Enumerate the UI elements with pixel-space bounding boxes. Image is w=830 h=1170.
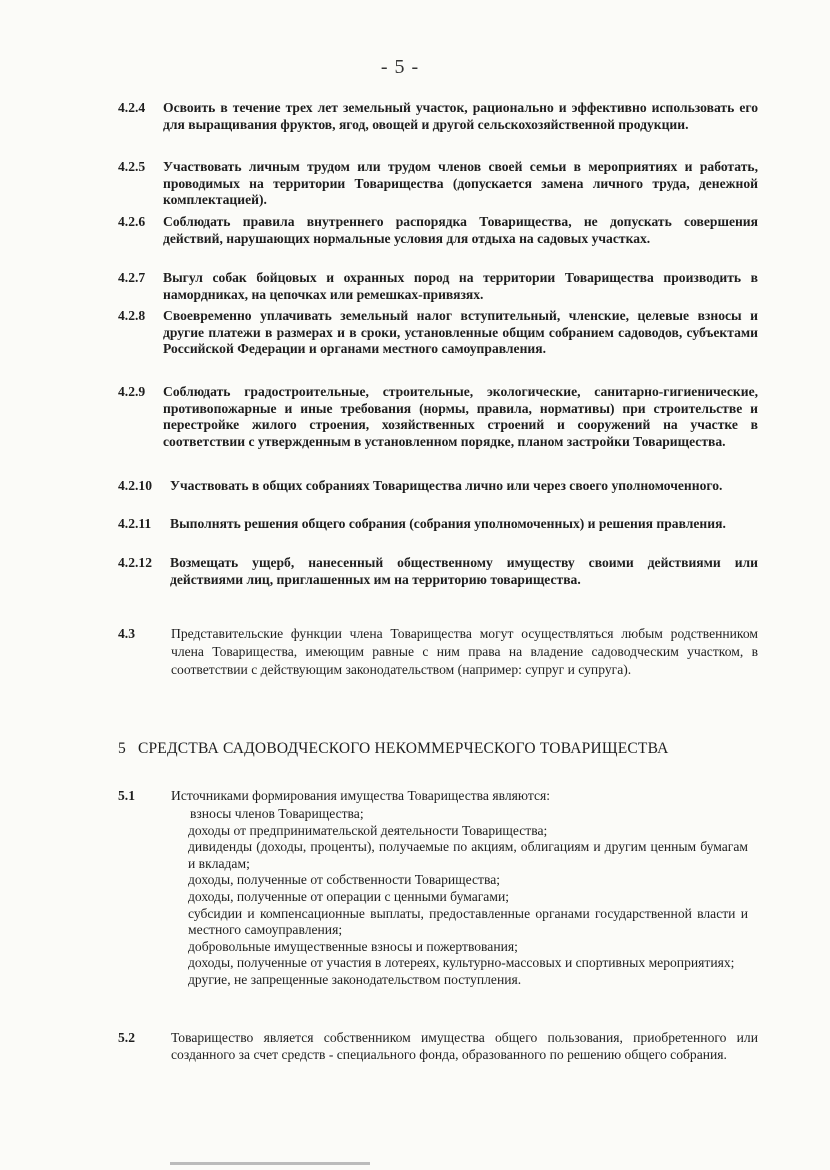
clause-number: 5.1 xyxy=(118,788,135,803)
clause-number: 4.2.8 xyxy=(118,308,146,323)
list-item: другие, не запрещенные законодательством поступления. xyxy=(188,971,522,987)
clause-text: Соблюдать градостроительные, строительные, экологические, санитарно-гигиенические, противопожарные и иные требования (нормы, правила, нормативы) при строительстве и перестройке жилого строения, хозяйственных строений и сооружений на участке в соответствии с утвержденным в установленном порядке, планом застройки Товарищества. xyxy=(163,384,758,449)
clause-text: Возмещать ущерб, нанесенный общественному имуществу своими действиями или действиями лиц, приглашенных им на территорию товарищества. xyxy=(170,555,758,587)
clause-4-2-6 xyxy=(118,214,758,247)
clause-text: Участвовать личным трудом или трудом членов своей семьи в мероприятиях и работать, проводимых на территории Товарищества (допускается замена личного труда, денежной комплектацией). xyxy=(163,159,758,208)
list-item: доходы, полученные от собственности Товарищества; xyxy=(188,872,501,888)
clause-number: 4.2.9 xyxy=(118,384,146,399)
clause-text: Источниками формирования имущества Товарищества являются: xyxy=(171,788,551,803)
clause-number: 4.2.10 xyxy=(118,478,152,493)
clause-5-2 xyxy=(118,1030,758,1063)
list-item: дивиденды (доходы, проценты), получаемые по акциям, облигациям и другим ценным бумагам и вкладам; xyxy=(188,839,748,871)
clause-text: Участвовать в общих собраниях Товарищества лично или через своего уполномоченного. xyxy=(170,478,723,493)
clause-text: Товарищество является собственником имущества общего пользования, приобретенного или созданного за счет средств - специального фонда, образованного по решению общего собрания. xyxy=(171,1030,758,1062)
list-item: доходы от предпринимательской деятельности Товарищества; xyxy=(188,822,548,838)
clause-text: Выполнять решения общего собрания (собрания уполномоченных) и решения правления. xyxy=(170,516,726,531)
clause-number: 4.2.4 xyxy=(118,100,146,115)
clause-5-1 xyxy=(118,788,758,805)
clause-number: 4.2.7 xyxy=(118,270,146,285)
clause-number: 4.2.12 xyxy=(118,555,152,570)
clause-4-2-12 xyxy=(118,555,758,588)
clause-number: 4.3 xyxy=(118,626,135,641)
section-title-text: СРЕДСТВА САДОВОДЧЕСКОГО НЕКОММЕРЧЕСКОГО ТОВАРИЩЕСТВА xyxy=(137,740,669,757)
clause-4-2-4 xyxy=(118,100,758,133)
section-heading xyxy=(118,740,758,758)
scan-edge-mark xyxy=(170,1162,370,1165)
page-number: - 5 - xyxy=(380,56,420,78)
clause-number: 5.2 xyxy=(118,1030,135,1045)
clause-4-2-11 xyxy=(118,516,758,533)
clause-4-3 xyxy=(118,625,758,679)
list-item: субсидии и компенсационные выплаты, предоставленные органами государственной власти и местного самоуправления; xyxy=(188,905,748,938)
clause-text: Представительские функции члена Товарищества могут осуществляться любым родственником члена Товарищества, имеющим равные с ним права на владение садоводческим участком, в соответствии с действующим законодательством (например: супруг и супруга). xyxy=(171,626,758,677)
clause-4-2-7 xyxy=(118,270,758,303)
clause-number: 4.2.11 xyxy=(118,516,152,531)
sources-list xyxy=(188,806,748,989)
clause-4-2-9 xyxy=(118,384,758,450)
list-item: добровольные имущественные взносы и пожертвования; xyxy=(188,938,518,954)
section-number: 5 xyxy=(118,740,126,757)
clause-text: Соблюдать правила внутреннего распорядка Товарищества, не допускать совершения действий, нарушающих нормальные условия для отдыха на садовых участках. xyxy=(163,214,758,246)
clause-text: Своевременно уплачивать земельный налог вступительный, членские, целевые взносы и другие платежи в размерах и в сроки, установленные общим собранием садоводов, субъектами Российской Федерации и органами местного самоуправления. xyxy=(163,308,758,357)
list-item: доходы, полученные от участия в лотереях, культурно-массовых и спортивных мероприятиях; xyxy=(188,955,735,971)
clause-4-2-8 xyxy=(118,308,758,358)
list-item: доходы, полученные от операции с ценными бумагами; xyxy=(188,888,509,904)
clause-number: 4.2.5 xyxy=(118,159,146,174)
clause-text: Выгул собак бойцовых и охранных пород на территории Товарищества производить в намордниках, на цепочках или ремешках-привязях. xyxy=(163,270,758,302)
clause-4-2-10 xyxy=(118,478,758,495)
clause-text: Освоить в течение трех лет земельный участок, рационально и эффективно использовать его для выращивания фруктов, ягод, овощей и другой сельскохозяйственной продукции. xyxy=(163,100,758,132)
clause-number: 4.2.6 xyxy=(118,214,146,229)
list-item: взносы членов Товарищества; xyxy=(190,806,364,821)
clause-4-2-5 xyxy=(118,159,758,209)
